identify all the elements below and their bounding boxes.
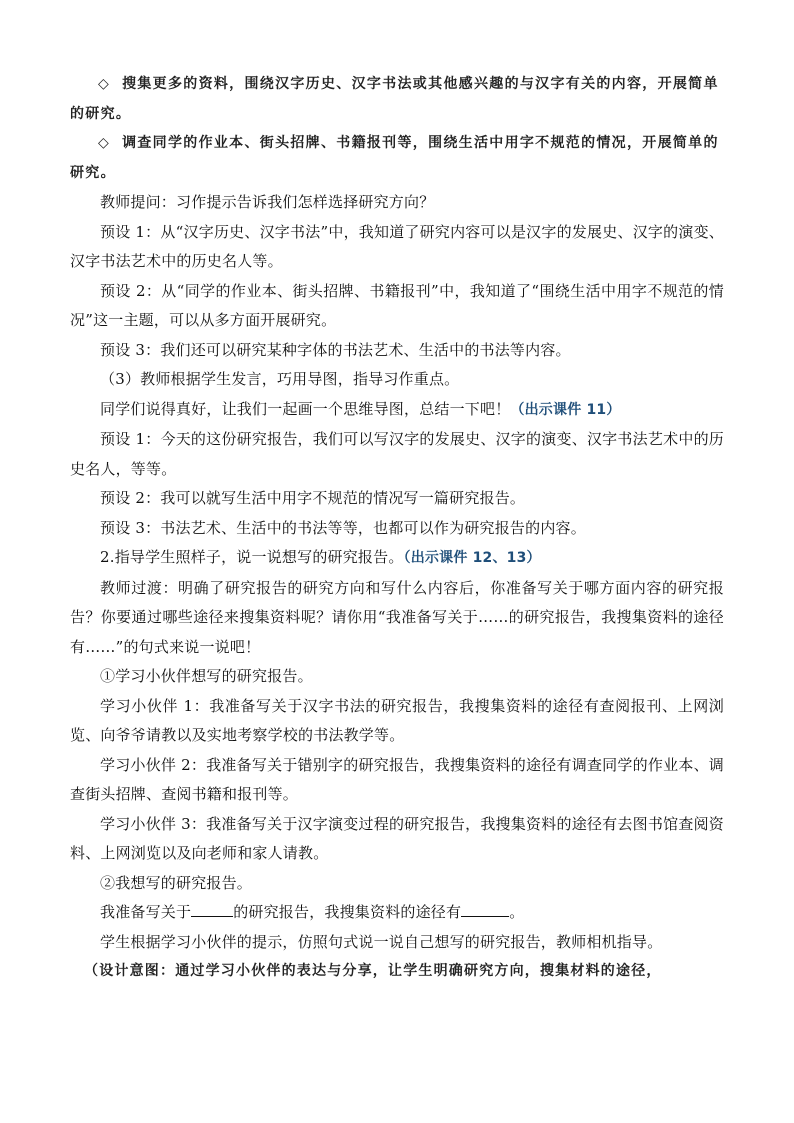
guide-paragraph	[70, 543, 724, 574]
teacher-transition: 教师过渡：明确了研究报告的研究方向和写什么内容后，你准备写关于哪方面内容的研究报告？你要通过哪些途径来搜集资料呢？请你用“我准备写关于……的研究报告，我搜集资料的途径有……”的句式来说一说吧！	[70, 578, 724, 656]
partner-1: 学习小伙伴 1：我准备写关于汉字书法的研究报告，我搜集资料的途径有查阅报刊、上网浏览、向爷爷请教以及实地考察学校的书法教学等。	[70, 696, 724, 744]
fill-blank-2[interactable]	[461, 898, 509, 917]
fill-blank-1[interactable]	[191, 898, 233, 917]
fill-text-3: 。	[509, 903, 525, 921]
bullet-item	[70, 70, 724, 129]
preset-b3: 预设 3：书法艺术、生活中的书法等等，也都可以作为研究报告的内容。	[100, 518, 586, 537]
preset-a3: 预设 3：我们还可以研究某种字体的书法艺术、生活中的书法等内容。	[100, 340, 571, 359]
preset-a2: 预设 2：从“同学的作业本、街头招牌、书籍报刊”中，我知道了“围绕生活中用字不规范的情况”这一主题，可以从多方面开展研究。	[70, 281, 724, 329]
fill-text-2: 的研究报告，我搜集资料的途径有	[233, 903, 462, 921]
teacher-question: 教师提问：习作提示告诉我们怎样选择研究方向？	[100, 193, 435, 211]
courseware-cue: （出示课件 12、13）	[403, 550, 541, 566]
bullet-text: 搜集更多的资料，围绕汉字历史、汉字书法或其他感兴趣的与汉字有关的内容，开展简单的研究。	[70, 76, 719, 122]
partner-3: 学习小伙伴 3：我准备写关于汉字演变过程的研究报告，我搜集资料的途径有去图书馆查阅资料、上网浏览以及向老师和家人请教。	[70, 814, 724, 862]
diamond-icon: ◇	[98, 76, 111, 92]
design-intent: （设计意图：通过学习小伙伴的表达与分享，让学生明确研究方向，搜集材料的途径，	[84, 963, 662, 979]
partner-2: 学习小伙伴 2：我准备写关于错别字的研究报告，我搜集资料的途径有调查同学的作业本、调查街头招牌、查阅书籍和报刊等。	[70, 755, 724, 803]
bullet-item	[70, 129, 724, 188]
diamond-icon: ◇	[98, 135, 111, 151]
preset-a1: 预设 1：从“汉字历史、汉字书法”中，我知道了研究内容可以是汉字的发展史、汉字的演变、汉字书法艺术中的历史名人等。	[70, 222, 724, 270]
summary-paragraph	[70, 395, 724, 426]
step-3: （3）教师根据学生发言，巧用导图，指导习作重点。	[100, 370, 460, 388]
sub-heading-1: ①学习小伙伴想写的研究报告。	[100, 667, 313, 685]
student-activity: 学生根据学习小伙伴的提示，仿照句式说一说自己想写的研究报告，教师相机指导。	[100, 932, 663, 951]
bullet-text: 调查同学的作业本、街头招牌、书籍报刊等，围绕生活中用字不规范的情况，开展简单的研究。	[70, 135, 719, 181]
sub-heading-2: ②我想写的研究报告。	[100, 873, 253, 892]
fill-text-1: 我准备写关于	[100, 903, 192, 921]
summary-text: 同学们说得真好，让我们一起画一个思维导图，总结一下吧！	[100, 399, 511, 418]
preset-b2: 预设 2：我可以就写生活中用字不规范的情况写一篇研究报告。	[100, 489, 526, 507]
guide-text: 2.指导学生照样子，说一说想写的研究报告。	[100, 548, 404, 566]
courseware-cue: （出示课件 11）	[510, 401, 621, 418]
fill-in-sentence	[70, 898, 724, 928]
preset-b1: 预设 1：今天的这份研究报告，我们可以写汉字的发展史、汉字的演变、汉字书法艺术中的历史名人，等等。	[70, 430, 724, 478]
